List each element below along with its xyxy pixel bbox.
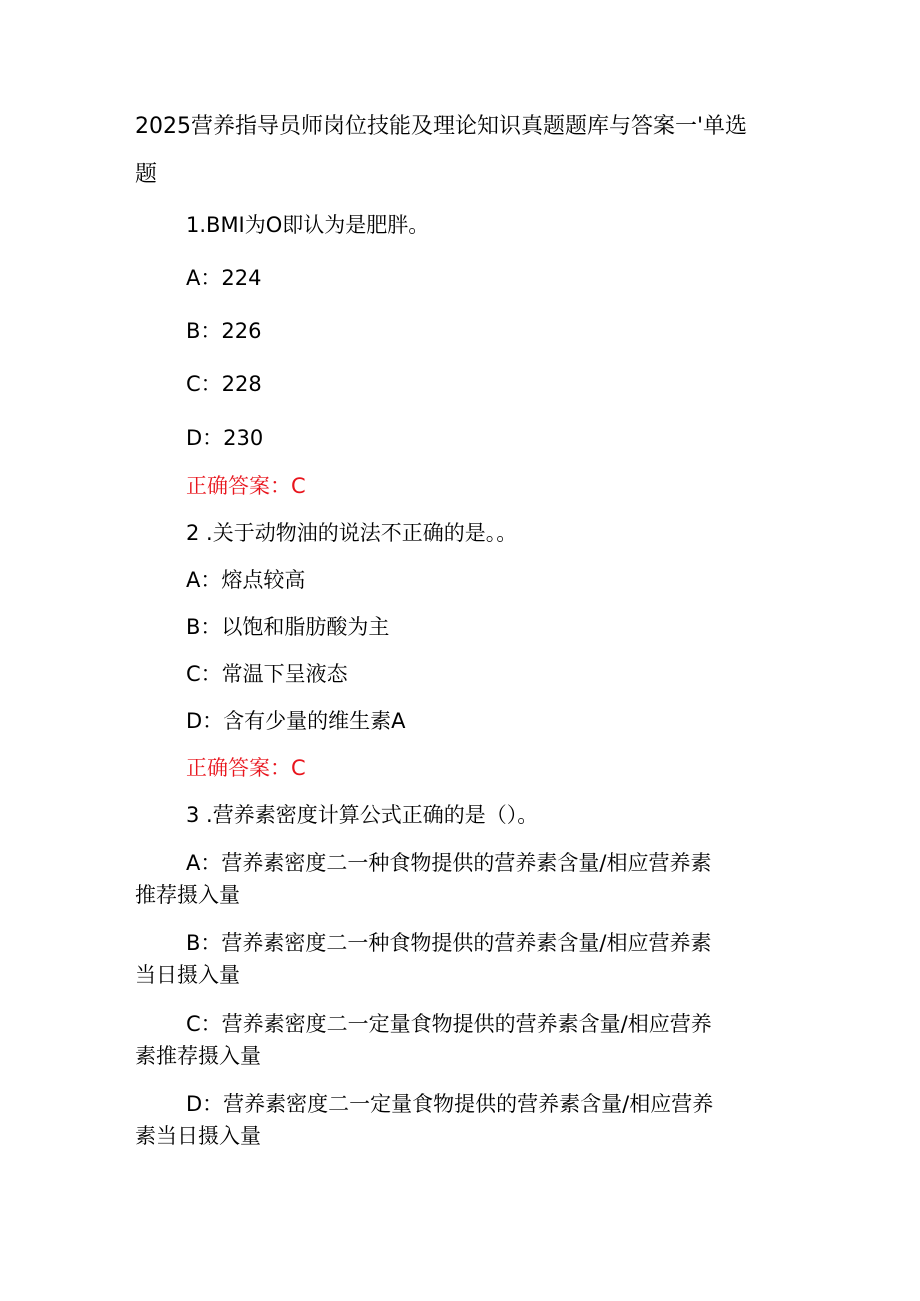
question-2-option-d: D：含有少量的维生素A bbox=[186, 709, 406, 733]
question-1-option-a: A：224 bbox=[186, 266, 262, 290]
question-1-option-c: C：228 bbox=[186, 372, 262, 396]
question-3-option-d-line-1: D：营养素密度二一定量食物提供的营养素含量/相应营养 bbox=[186, 1092, 714, 1116]
question-2-option-b: B：以饱和脂肪酸为主 bbox=[186, 615, 390, 639]
question-1-answer: 正确答案：C bbox=[186, 474, 306, 498]
document-title-line-2: 题 bbox=[135, 162, 158, 187]
question-3-option-a-line-1: A：营养素密度二一种食物提供的营养素含量/相应营养素 bbox=[186, 851, 712, 875]
question-3-option-d-line-2: 素当日摄入量 bbox=[135, 1124, 261, 1148]
question-3-stem: 3 .营养素密度计算公式正确的是（）。 bbox=[186, 803, 539, 827]
question-2-option-c: C：常温下呈液态 bbox=[186, 662, 348, 686]
question-2-stem: 2 .关于动物油的说法不正确的是。。 bbox=[186, 521, 518, 545]
question-3-option-b-line-2: 当日摄入量 bbox=[135, 963, 240, 987]
question-1-stem: 1.BMI为O即认为是肥胖。 bbox=[186, 213, 430, 237]
question-3-option-b-line-1: B：营养素密度二一种食物提供的营养素含量/相应营养素 bbox=[186, 931, 712, 955]
question-2-answer: 正确答案：C bbox=[186, 756, 306, 780]
question-1-option-b: B：226 bbox=[186, 319, 262, 343]
question-3-option-c-line-2: 素推荐摄入量 bbox=[135, 1044, 261, 1068]
document-title-line-1: 2025营养指导员师岗位技能及理论知识真题题库与答案一'单选 bbox=[135, 114, 748, 139]
question-1-option-d: D：230 bbox=[186, 426, 264, 450]
question-3-option-a-line-2: 推荐摄入量 bbox=[135, 883, 240, 907]
question-2-option-a: A：熔点较高 bbox=[186, 568, 306, 592]
question-3-option-c-line-1: C：营养素密度二一定量食物提供的营养素含量/相应营养 bbox=[186, 1012, 712, 1036]
